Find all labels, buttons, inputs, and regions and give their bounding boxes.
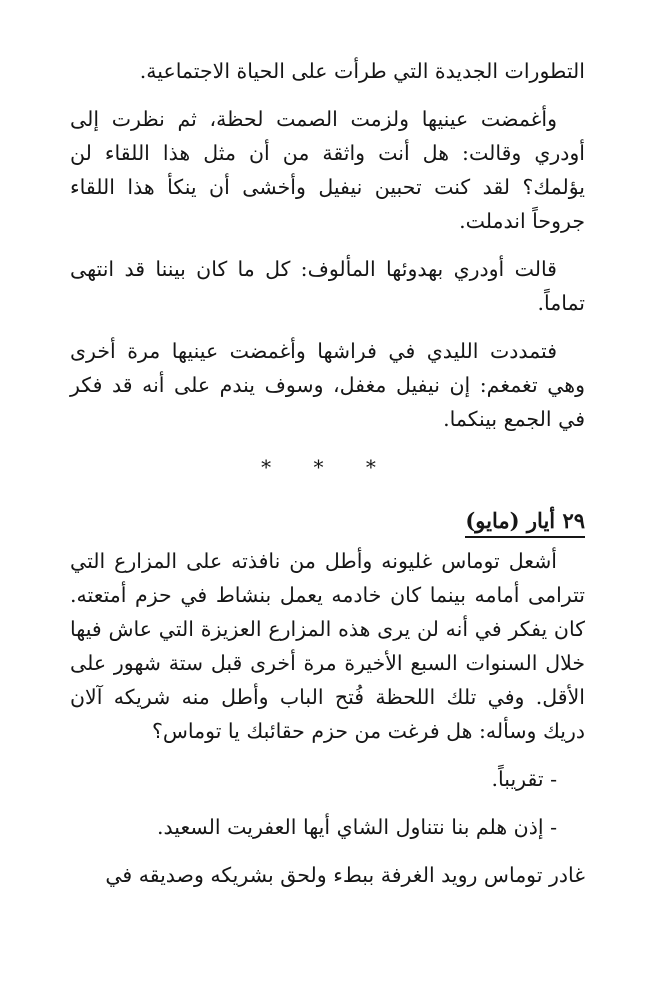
paragraph-3: قالت أودري بهدوئها المألوف: كل ما كان بيننا قد انتهى تماماً. xyxy=(70,257,585,315)
dialog-line-1: - تقريباً. xyxy=(491,767,557,791)
dialog-line-2: - إذن هلم بنا نتناول الشاي أيها العفريت السعيد. xyxy=(157,815,557,839)
paragraph-1: التطورات الجديدة التي طرأت على الحياة الاجتماعية. xyxy=(139,59,585,83)
paragraph-5: أشعل توماس غليونه وأطل من نافذته على المزارع التي تترامى أمامه بينما كان خادمه يعمل بنشاط في حزم أمتعته. كان يفكر في أنه لن يرى هذه المزارع العزيزة التي عاش فيها خلال السنوات السبع الأخيرة مرة أخرى قبل ستة شهور على الأقل. وفي تلك اللحظة فُتح الباب وأطل منه شريكه آلان دريك وسأله: هل فرغت من حزم حقائبك يا توماس؟ xyxy=(70,549,585,743)
section-heading xyxy=(70,504,585,538)
paragraph-2: وأغمضت عينيها ولزمت الصمت لحظة، ثم نظرت إلى أودري وقالت: هل أنت واثقة من أن مثل هذا اللقاء لن يؤلمك؟ لقد كنت تحبين نيفيل وأخشى أن ينكأ هذا اللقاء جروحاً اندملت. xyxy=(70,107,585,233)
book-page xyxy=(70,54,585,906)
paragraph-4: فتمددت الليدي في فراشها وأغمضت عينيها مرة أخرى وهي تغمغم: إن نيفيل مغفل، وسوف يندم على أنه قد فكر في الجمع بينكما. xyxy=(70,339,585,431)
section-heading-text: ٢٩ أيار (مايو) xyxy=(465,508,585,538)
section-separator: * * * xyxy=(261,455,394,479)
paragraph-6: غادر توماس رويد الغرفة ببطء ولحق بشريكه وصديقه في xyxy=(105,863,585,887)
